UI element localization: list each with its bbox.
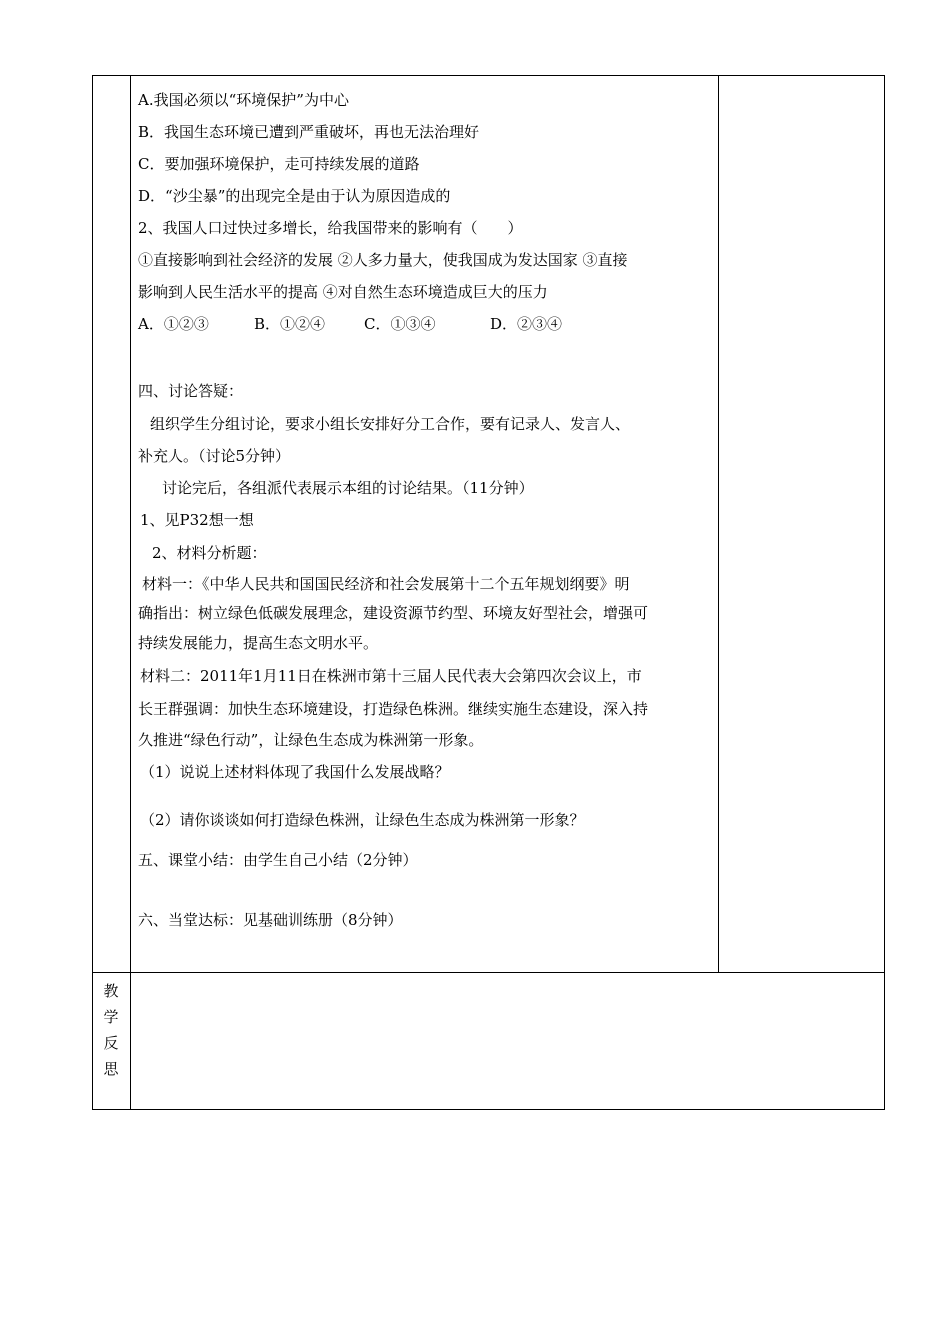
- material-1-line-3: 持续发展能力，提高生态文明水平。: [138, 634, 379, 652]
- section-4-title: 四、讨论答疑：: [138, 382, 244, 400]
- notes-cell: [719, 76, 884, 972]
- q2-items-line-1: ①直接影响到社会经济的发展 ②人多力量大，使我国成为发达国家 ③直接: [138, 251, 628, 269]
- q1-option-c: C．要加强环境保护，走可持续发展的道路: [138, 155, 420, 173]
- table-left-border: [92, 75, 93, 1110]
- material-2-line-2: 长王群强调：加快生态环境建设，打造绿色株洲。继续实施生态建设，深入持: [138, 700, 649, 718]
- table-bottom-border: [92, 1109, 885, 1110]
- q2-choice-b: B．①②④: [254, 315, 326, 333]
- q2-items-line-2: 影响到人民生活水平的提高 ④对自然生态环境造成巨大的压力: [138, 283, 548, 301]
- q2-choice-c: C．①③④: [364, 315, 436, 333]
- q2-choice-a: A．①②③: [138, 315, 209, 333]
- item-1: 1、见P32想一想: [140, 511, 254, 529]
- label-char-4: 思: [103, 1060, 119, 1078]
- item-2: 2、材料分析题：: [152, 544, 267, 562]
- label-char-1: 教: [103, 982, 119, 1000]
- q2-choice-d: D．②③④: [490, 315, 563, 333]
- lesson-content-cell: [138, 0, 713, 972]
- question-1: （1）说说上述材料体现了我国什么发展战略？: [140, 763, 450, 781]
- q2-stem: 2、我国人口过快过多增长，给我国带来的影响有（ ）: [138, 219, 523, 237]
- material-2-line-3: 久推进“绿色行动”，让绿色生态成为株洲第一形象。: [138, 731, 484, 749]
- q1-option-b: B．我国生态环境已遭到严重破坏，再也无法治理好: [138, 123, 480, 141]
- teaching-reflection-label: [92, 978, 130, 1082]
- section-4-paragraph-2: 讨论完后，各组派代表展示本组的讨论结果。（11分钟）: [162, 479, 534, 497]
- q1-option-a: A.我国必须以“环境保护”为中心: [138, 91, 349, 109]
- section-6-exercise: 六、当堂达标：见基础训练册（8分钟）: [138, 911, 403, 929]
- material-2-line-1: 材料二：2011年1月11日在株洲市第十三届人民代表大会第四次会议上，市: [140, 667, 642, 685]
- section-5-summary: 五、课堂小结：由学生自己小结（2分钟）: [138, 851, 418, 869]
- section-4-paragraph-1-line-1: 组织学生分组讨论，要求小组长安排好分工合作，要有记录人、发言人、: [150, 415, 631, 433]
- section-4-paragraph-1-line-2: 补充人。（讨论5分钟）: [138, 447, 291, 465]
- label-char-3: 反: [103, 1034, 119, 1052]
- label-char-2: 学: [103, 1008, 119, 1026]
- table-right-border: [884, 75, 885, 1110]
- q1-option-d: D．“沙尘暴”的出现完全是由于认为原因造成的: [138, 187, 451, 205]
- question-2: （2）请你谈谈如何打造绿色株洲，让绿色生态成为株洲第一形象？: [140, 811, 585, 829]
- teaching-reflection-content: [131, 973, 884, 1109]
- material-1-line-1: 材料一：《中华人民共和国国民经济和社会发展第十二个五年规划纲要》明: [142, 575, 630, 593]
- material-1-line-2: 确指出：树立绿色低碳发展理念，建设资源节约型、环境友好型社会，增强可: [138, 604, 649, 622]
- label-column-divider: [130, 75, 131, 1110]
